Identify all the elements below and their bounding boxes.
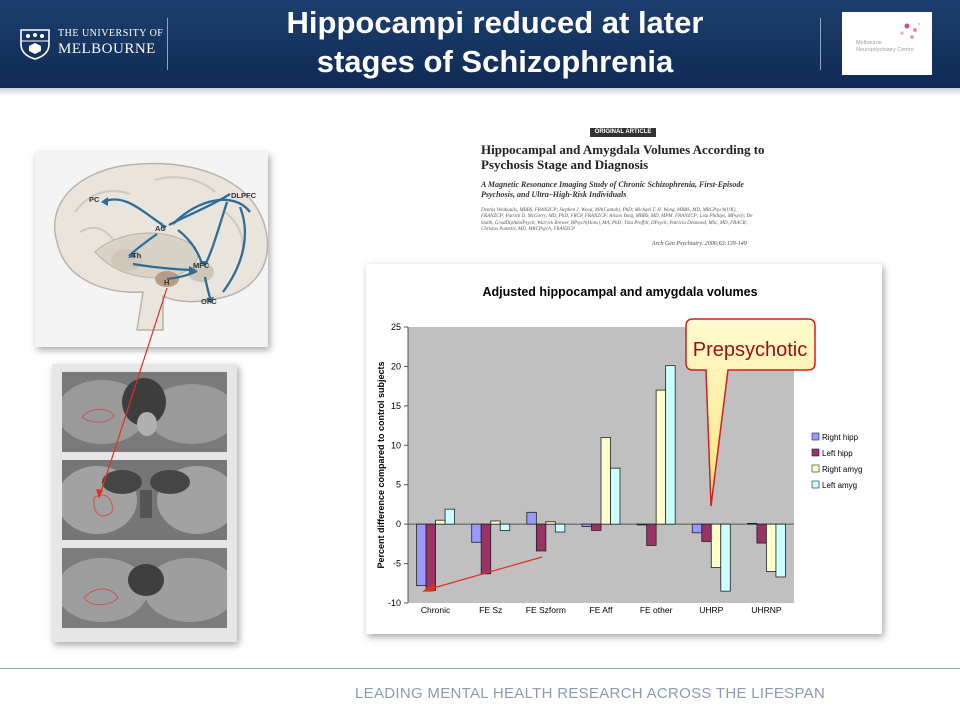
title-line2: stages of Schizophrenia <box>316 44 674 79</box>
y-tick-label: 15 <box>390 400 401 411</box>
bar-left-hipp-fe-szform <box>536 524 546 551</box>
y-tick-label: -5 <box>392 558 401 569</box>
footer-divider <box>0 668 960 669</box>
bar-right-amyg-fe-szform <box>546 522 556 524</box>
y-tick-label: 0 <box>395 519 401 530</box>
legend-label-left-amyg: Left amyg <box>822 481 858 490</box>
partner-logo-text: Melbourne Neuropsychiatry Centre <box>856 40 914 53</box>
bar-right-hipp-uhrp <box>692 524 702 533</box>
y-tick-label: -10 <box>387 598 401 608</box>
bar-right-amyg-fe-sz <box>491 521 501 524</box>
mri-slice-top <box>62 372 227 452</box>
brain-label-mfc: MFC <box>193 261 210 270</box>
x-tick-label: FE Sz <box>479 605 503 615</box>
bar-right-amyg-fe-aff <box>601 437 611 524</box>
chart-title: Adjusted hippocampal and amygdala volumes <box>482 285 758 299</box>
bar-left-amyg-chronic <box>445 509 455 524</box>
bar-left-amyg-uhrp <box>721 524 731 591</box>
article-banner: ORIGINAL ARTICLE <box>590 128 656 137</box>
footer-tagline: LEADING MENTAL HEALTH RESEARCH ACROSS THE LIFESPAN <box>355 685 826 702</box>
y-tick-label: 20 <box>390 361 401 372</box>
bar-right-hipp-fe-szform <box>527 512 537 524</box>
bar-right-amyg-uhrnp <box>766 524 776 571</box>
crest-icon <box>18 28 52 60</box>
bar-left-amyg-fe-sz <box>500 524 510 530</box>
bar-right-amyg-uhrp <box>711 524 721 567</box>
x-tick-label: FE other <box>639 605 673 615</box>
bar-right-amyg-chronic <box>436 520 446 524</box>
header-stripe <box>0 88 960 96</box>
mri-slice-bottom <box>62 548 227 628</box>
bar-right-hipp-chronic <box>417 524 427 586</box>
x-tick-label: UHRNP <box>751 605 782 615</box>
legend <box>812 433 862 490</box>
bar-chart <box>366 264 882 634</box>
article-title: Hippocampal and Amygdala Volumes According to Psychosis Stage and Diagnosis <box>481 142 765 172</box>
bar-left-hipp-uhrp <box>702 524 712 541</box>
article-citation: Arch Gen Psychiatry. 2006;63:139-149 <box>652 241 747 247</box>
university-logo <box>18 26 168 62</box>
legend-swatch-right-amyg <box>812 465 819 472</box>
y-axis-label: Percent difference compared to control subjects <box>376 361 386 569</box>
university-line1: THE UNIVERSITY OF <box>58 28 164 39</box>
x-tick-label: UHRP <box>699 605 724 615</box>
x-tick-label: FE Aff <box>589 605 613 615</box>
mri-slices-panel <box>52 364 237 642</box>
article-subtitle: A Magnetic Resonance Imaging Study of Chronic Schizophrenia, First-Episode Psychosis, and Ultra–High-Risk Individuals <box>481 180 744 199</box>
header-divider-left <box>167 18 168 70</box>
legend-swatch-left-amyg <box>812 481 819 488</box>
bar-right-hipp-fe-other <box>637 524 647 525</box>
legend-swatch-left-hipp <box>812 449 819 456</box>
callout-text: Prepsychotic <box>692 339 808 361</box>
bar-left-amyg-fe-other <box>666 366 676 525</box>
legend-label-left-hipp: Left hipp <box>822 449 853 458</box>
bar-left-amyg-fe-aff <box>611 468 621 524</box>
university-line2: MELBOURNE <box>58 41 156 57</box>
bar-left-hipp-chronic <box>426 524 435 590</box>
journal-article-header <box>470 128 770 253</box>
brain-label-h: H <box>164 278 170 287</box>
y-tick-label: 25 <box>390 322 401 332</box>
bar-right-amyg-fe-other <box>656 390 666 524</box>
legend-swatch-right-hipp <box>812 433 819 440</box>
chart-panel <box>366 264 882 634</box>
title-line1: Hippocampi reduced at later <box>286 5 704 40</box>
bar-left-hipp-fe-aff <box>592 524 602 530</box>
y-tick-label: 10 <box>390 440 401 451</box>
brain-label-ofc: OFC <box>201 297 217 306</box>
brain-label-ac: AC <box>155 224 166 233</box>
bar-right-hipp-fe-aff <box>582 524 592 526</box>
brain-label-pc: PC <box>89 195 100 204</box>
y-tick-label: 5 <box>395 479 401 490</box>
partner-logo <box>842 12 932 75</box>
brain-illustration <box>35 152 268 347</box>
bar-right-hipp-uhrnp <box>747 523 757 524</box>
brain-label-dlpfc: DLPFC <box>231 191 256 200</box>
brain-circuit-diagram <box>35 152 268 347</box>
brain-label-th: Th <box>132 251 142 260</box>
x-tick-label: Chronic <box>420 605 451 615</box>
header-divider-right <box>820 18 821 70</box>
bar-left-hipp-uhrnp <box>757 524 767 543</box>
article-authors: Dennis Velakoulis, MBBS, FRANZCP; Stephen J. Wood, MA(Cantab), PhD; Michael T. H. Wong, MBBS, MD, MRCPsych(UK), FRANZCP; Patrick D. McGorry, MD, PhD, FRCP, FRANZCP; Alison Yung, MBBS, MD, MPM, FRANZCP; Lisa Phillips, MPsych; De Smith, GradDipAdolPsych; Warrick Brewer, BPsych(Hons), MA, PhD; Tina Proffitt, DPsych; Patricia Desmond, MSc, MD, FRACR; Christos Pantelis, MD, MRCPsych, FRANZCP <box>481 208 753 232</box>
legend-label-right-amyg: Right amyg <box>822 465 863 474</box>
bar-right-hipp-fe-sz <box>472 524 482 542</box>
x-tick-label: FE Szform <box>525 605 566 615</box>
mri-slice-middle <box>62 460 227 540</box>
header-banner <box>0 0 960 88</box>
page-title <box>190 3 800 81</box>
bar-left-hipp-fe-other <box>647 524 657 545</box>
legend-label-right-hipp: Right hipp <box>822 433 859 442</box>
bar-left-amyg-uhrnp <box>776 524 786 577</box>
bar-left-hipp-fe-sz <box>481 524 491 574</box>
bar-left-amyg-fe-szform <box>555 524 565 532</box>
